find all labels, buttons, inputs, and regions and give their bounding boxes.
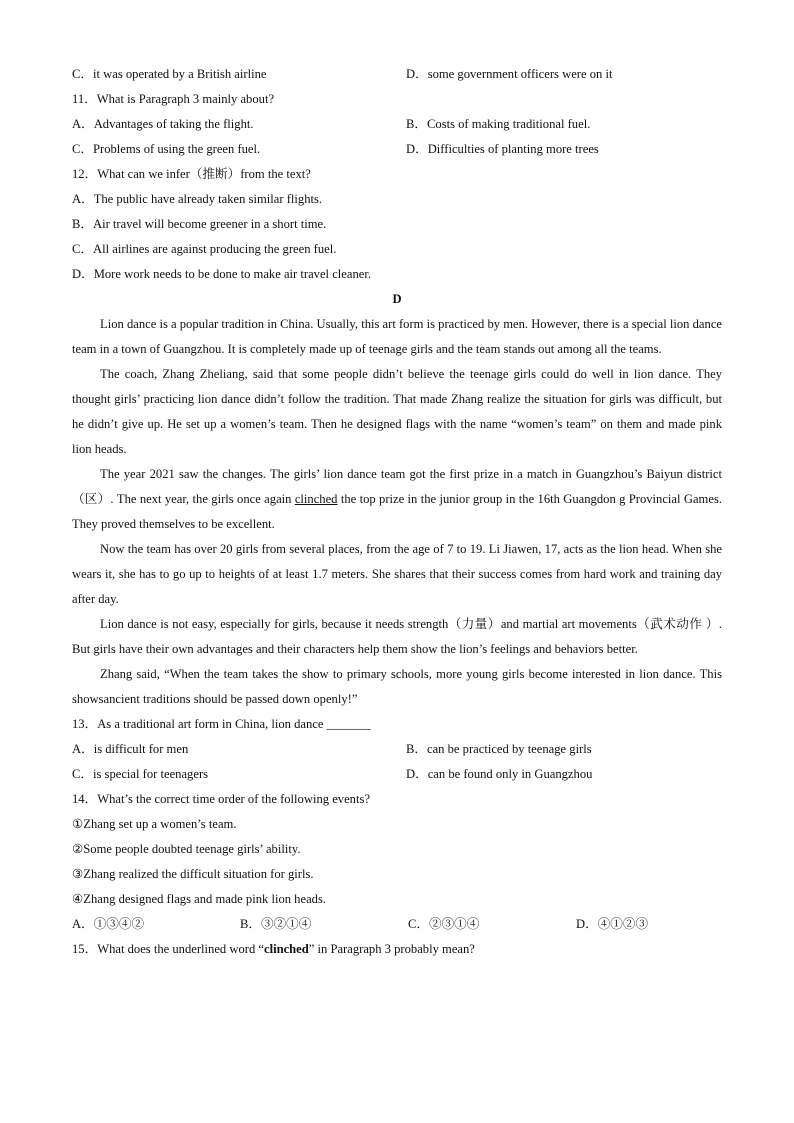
q13-options-row-ab [72,737,722,762]
q14-event-3: ③Zhang realized the difficult situation for girls. [72,867,314,881]
exam-page [72,62,722,962]
q14-option-c[interactable]: C．②③①④ [408,917,480,931]
passage-paragraph-2: The coach, Zhang Zheliang, said that some people didn’t believe the teenage girls could do well in lion dance. They thought girls’ practicing lion dance didn’t follow the tradition. That made Zhang realize the situation for girls was difficult, but he didn’t give up. He set up a women’s team. Then he designed flags with the name “women’s team” on them and made pink lion heads. [72,367,722,456]
q11-option-b[interactable]: B．Costs of making traditional fuel. [406,117,591,131]
passage-paragraph-1: Lion dance is a popular tradition in China. Usually, this art form is practiced by men. However, there is a special lion dance team in a town of Guangzhou. It is completely made up of teenage girls and the team stands out among all the teams. [72,317,722,356]
q14-event-2: ②Some people doubted teenage girls’ ability. [72,842,301,856]
q13-option-c[interactable]: C．is special for teenagers [72,767,209,781]
q10-options-row-cd [72,62,722,87]
passage-paragraph-3 [72,462,722,537]
underlined-word-clinched: clinched [294,492,338,506]
q15-stem-before: 15．What does the underlined word “ [72,942,264,956]
q10-option-c[interactable]: C．it was operated by a British airline [72,67,267,81]
q14-option-d[interactable]: D．④①②③ [576,917,649,931]
q12-option-b[interactable]: B．Air travel will become greener in a short time. [72,217,327,231]
q15-stem-after: ” in Paragraph 3 probably mean? [308,942,475,956]
q13-option-a[interactable]: A．is difficult for men [72,742,189,756]
p3-text-after: the top prize in the junior group in the 16th Guangdon g Provincial Games. They proved themselves to be excellent. [72,492,722,531]
q11-options-row-cd [72,137,722,162]
q15-stem [72,937,722,962]
p3-text-before: The year 2021 saw the changes. The girls’ lion dance team got the first prize in a match in Guangzhou’s Baiyun district（区）. The next year, the girls once again [72,467,722,506]
section-heading: D [392,292,402,306]
q14-option-a[interactable]: A．①③④② [72,917,145,931]
q14-option-b[interactable]: B．③②①④ [240,917,312,931]
q11-stem: 11．What is Paragraph 3 mainly about? [72,92,275,106]
q13-option-b[interactable]: B．can be practiced by teenage girls [406,742,592,756]
q11-option-d[interactable]: D．Difficulties of planting more trees [406,142,599,156]
q10-option-d[interactable]: D．some government officers were on it [406,67,613,81]
q12-stem: 12．What can we infer（推断）from the text? [72,167,311,181]
q11-option-c[interactable]: C．Problems of using the green fuel. [72,142,261,156]
passage-paragraph-6: Zhang said, “When the team takes the show to primary schools, more young girls become interested in lion dance. This showsancient traditions should be passed down openly!” [72,667,722,706]
q14-stem: 14．What’s the correct time order of the following events? [72,792,370,806]
q12-option-a[interactable]: A．The public have already taken similar flights. [72,192,323,206]
q13-option-d[interactable]: D．can be found only in Guangzhou [406,767,593,781]
q13-stem: 13．As a traditional art form in China, lion dance _______ [72,717,371,731]
q13-options-row-cd [72,762,722,787]
q11-options-row-ab [72,112,722,137]
q15-stem-bold-word: clinched [264,942,309,956]
q14-event-4: ④Zhang designed flags and made pink lion heads. [72,892,327,906]
q14-event-1: ①Zhang set up a women’s team. [72,817,237,831]
passage-paragraph-5: Lion dance is not easy, especially for girls, because it needs strength（力量）and martial art movements（武术动作 ）. But girls have their own advantages and their characters help them show the lion’s feelings and behaviors better. [72,617,722,656]
q12-option-d[interactable]: D．More work needs to be done to make air travel cleaner. [72,267,371,281]
q12-option-c[interactable]: C．All airlines are against producing the green fuel. [72,242,337,256]
q11-option-a[interactable]: A．Advantages of taking the flight. [72,117,254,131]
q14-options-row [72,912,722,937]
passage-paragraph-4: Now the team has over 20 girls from several places, from the age of 7 to 19. Li Jiawen, 17, acts as the lion head. When she wears it, she has to go up to heights of at least 1.7 meters. She shares that their success comes from hard work and training day after day. [72,542,722,606]
